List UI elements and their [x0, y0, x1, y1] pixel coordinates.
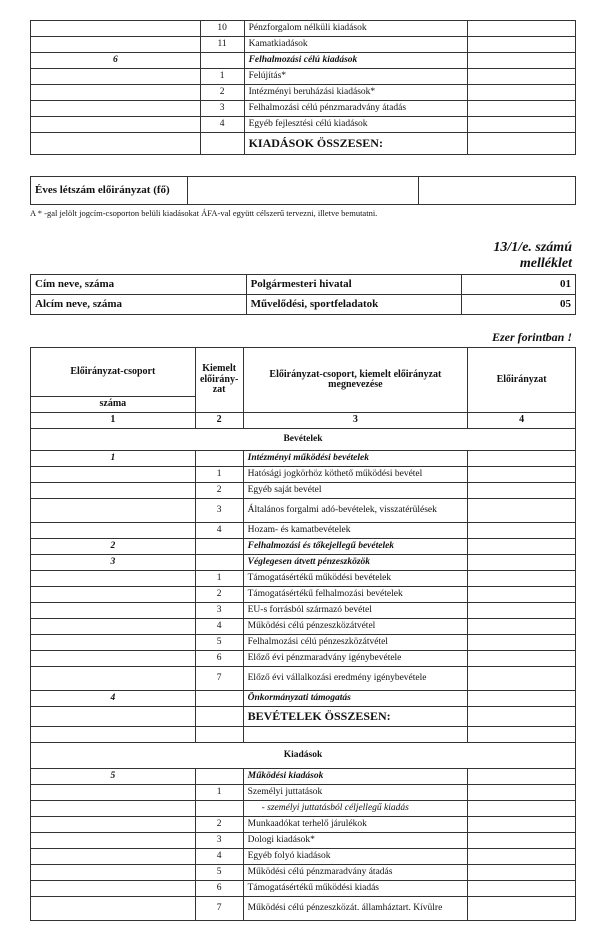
- group-number: 6: [31, 53, 201, 69]
- table-row: [31, 897, 576, 921]
- table-row: [31, 571, 576, 587]
- row-number: 7: [195, 667, 243, 691]
- empty-cell: [31, 849, 196, 865]
- table-row: [31, 865, 576, 881]
- group-label: Felhalmozási és tőkejellegű bevételek: [243, 539, 468, 555]
- row-label: Dologi kiadások*: [243, 833, 468, 849]
- szama-header: száma: [31, 397, 196, 413]
- amount-cell: [468, 587, 576, 603]
- row-label: Támogatásértékű működési kiadás: [243, 881, 468, 897]
- unit-note: Ezer forintban !: [491, 330, 572, 344]
- row-number: 2: [195, 483, 243, 499]
- table-row: [31, 53, 576, 69]
- empty-cell: [31, 785, 196, 801]
- amount-cell: [468, 619, 576, 635]
- table-row: [31, 555, 576, 571]
- empty-cell: [31, 651, 196, 667]
- empty-cell: [31, 523, 196, 539]
- table-row: [31, 101, 576, 117]
- empty-cell: [31, 571, 196, 587]
- table-row: [31, 117, 576, 133]
- table-row: [31, 539, 576, 555]
- table-row: [31, 37, 576, 53]
- empty-cell: [195, 769, 243, 785]
- amount-cell: [468, 467, 576, 483]
- amount-cell: [468, 833, 576, 849]
- empty-cell: [31, 897, 196, 921]
- row-number: 7: [195, 897, 243, 921]
- row-label: Támogatásértékű működési bevételek: [243, 571, 468, 587]
- amount-cell: [468, 849, 576, 865]
- col-number: 4: [468, 413, 576, 429]
- table-row: [31, 21, 576, 37]
- amount-cell: [468, 523, 576, 539]
- row-label: Pénzforgalom nélküli kiadások: [244, 21, 468, 37]
- amount-cell: [468, 801, 576, 817]
- cim-code: 01: [462, 275, 576, 295]
- empty-cell: [31, 833, 196, 849]
- amount-cell: [468, 865, 576, 881]
- group-label: Véglegesen átvett pénzeszközök: [243, 555, 468, 571]
- alcim-value: Művelődési, sportfeladatok: [246, 295, 462, 315]
- row-number: 3: [195, 499, 243, 523]
- amount-cell: [468, 483, 576, 499]
- amount-cell: [468, 667, 576, 691]
- budget-table: [30, 347, 576, 921]
- group-label: Önkormányzati támogatás: [243, 691, 468, 707]
- row-label: Egyéb folyó kiadások: [243, 849, 468, 865]
- row-label: Munkaadókat terhelő járulékok: [243, 817, 468, 833]
- row-label: Személyi juttatások: [243, 785, 468, 801]
- alcim-label: Alcím neve, száma: [31, 295, 247, 315]
- table-row: [31, 635, 576, 651]
- row-number: 5: [195, 865, 243, 881]
- expense-rows: [31, 769, 576, 921]
- amount-cell: [468, 635, 576, 651]
- alcim-code: 05: [462, 295, 576, 315]
- table-row: [31, 817, 576, 833]
- row-label: Kamatkiadások: [244, 37, 468, 53]
- group-number: 4: [31, 691, 196, 707]
- row-number: 2: [195, 817, 243, 833]
- headcount-label: Éves létszám előirányzat (fő): [31, 177, 188, 205]
- top-expense-table: [30, 20, 576, 155]
- table-row: [31, 603, 576, 619]
- row-label: Előző évi vállalkozási eredmény igénybevétele: [243, 667, 468, 691]
- row-number: 5: [195, 635, 243, 651]
- amount-cell: [468, 603, 576, 619]
- row-label: Hozam- és kamatbevételek: [243, 523, 468, 539]
- section-heading-row: [31, 429, 576, 451]
- empty-cell: [31, 483, 196, 499]
- empty-cell: [31, 865, 196, 881]
- table-row: [31, 691, 576, 707]
- row-label: Felújítás*: [244, 69, 468, 85]
- row-label: Felhalmozási célú pénzeszközátvétel: [243, 635, 468, 651]
- col-number: 1: [31, 413, 196, 429]
- empty-cell: [195, 691, 243, 707]
- table-row: [31, 85, 576, 101]
- footnote: A * -gal jelölt jogcím-csoporton belüli kiadásokat ÁFA-val együtt célszerű tervezni, illetve bemutatni.: [30, 208, 378, 218]
- amount-cell: [468, 571, 576, 587]
- table-row: [31, 587, 576, 603]
- row-label: - személyi juttatásból céljellegű kiadás: [243, 801, 468, 817]
- col2-header: Kiemelt előirány-zat: [195, 348, 243, 413]
- cim-value: Polgármesteri hivatal: [246, 275, 462, 295]
- annex-title: [493, 240, 572, 272]
- row-label: Egyéb saját bevétel: [243, 483, 468, 499]
- amount-cell: [468, 785, 576, 801]
- group-number: 3: [31, 555, 196, 571]
- row-number: 4: [195, 523, 243, 539]
- table-row: [31, 881, 576, 897]
- row-number: 6: [195, 881, 243, 897]
- table-row: [31, 523, 576, 539]
- revenue-heading: Bevételek: [31, 429, 576, 451]
- row-number: 6: [195, 651, 243, 667]
- empty-cell: [31, 667, 196, 691]
- table-row: [31, 467, 576, 483]
- table-row: [31, 69, 576, 85]
- row-label: Működési célú pénzmaradvány átadás: [243, 865, 468, 881]
- revenue-total-label: BEVÉTELEK ÖSSZESEN:: [243, 707, 468, 727]
- group-number: 1: [31, 451, 196, 467]
- amount-cell: [468, 691, 576, 707]
- section-heading-row: [31, 743, 576, 769]
- empty-cell: [195, 451, 243, 467]
- col1-header: Előirányzat-csoport: [31, 348, 196, 397]
- row-label: EU-s forrásból származó bevétel: [243, 603, 468, 619]
- empty-cell: [31, 603, 196, 619]
- col-number: 3: [243, 413, 468, 429]
- empty-cell: [31, 817, 196, 833]
- row-label: Működési célú pénzeszközátvétel: [243, 619, 468, 635]
- row-number: 3: [200, 101, 244, 117]
- row-number: 11: [200, 37, 244, 53]
- expenses-total-label: KIADÁSOK ÖSSZESEN:: [244, 133, 468, 155]
- headcount-table: [30, 176, 576, 205]
- empty-cell: [31, 801, 196, 817]
- row-label: Előző évi pénzmaradvány igénybevétele: [243, 651, 468, 667]
- group-label: Felhalmozási célú kiadások: [244, 53, 468, 69]
- amount-cell: [468, 451, 576, 467]
- col4-header: Előirányzat: [468, 348, 576, 413]
- annex-title-line2: melléklet: [519, 256, 572, 272]
- cim-label: Cím neve, száma: [31, 275, 247, 295]
- title-table: [30, 274, 576, 315]
- table-row: [31, 651, 576, 667]
- header-row: [31, 348, 576, 397]
- row-number: 10: [200, 21, 244, 37]
- row-label: Általános forgalmi adó-bevételek, visszatérülések: [243, 499, 468, 523]
- row-number: 3: [195, 833, 243, 849]
- table-row: [31, 451, 576, 467]
- table-row: [31, 133, 576, 155]
- empty-cell: [31, 635, 196, 651]
- row-label: Működési célú pénzeszközát. államháztart. Kívülre: [243, 897, 468, 921]
- row-label: Hatósági jogkörhöz köthető működési bevétel: [243, 467, 468, 483]
- row-label: Egyéb fejlesztési célú kiadások: [244, 117, 468, 133]
- row-number: 1: [195, 467, 243, 483]
- revenue-rows: [31, 451, 576, 707]
- row-number: 4: [195, 619, 243, 635]
- cim-row: [31, 275, 576, 295]
- table-row: [31, 667, 576, 691]
- row-label: Intézményi beruházási kiadások*: [244, 85, 468, 101]
- row-number: 2: [200, 85, 244, 101]
- amount-cell: [468, 555, 576, 571]
- col3-header: Előirányzat-csoport, kiemelt előirányzat megnevezése: [243, 348, 468, 413]
- table-row: [31, 785, 576, 801]
- empty-cell: [31, 499, 196, 523]
- group-label: Működési kiadások: [243, 769, 468, 785]
- amount-cell: [468, 897, 576, 921]
- row-number: 2: [195, 587, 243, 603]
- amount-cell: [468, 539, 576, 555]
- row-label: Felhalmozási célú pénzmaradvány átadás: [244, 101, 468, 117]
- col-number: 2: [195, 413, 243, 429]
- table-row: [31, 499, 576, 523]
- empty-cell: [195, 555, 243, 571]
- alcim-row: [31, 295, 576, 315]
- table-row: [31, 801, 576, 817]
- table-row: [31, 769, 576, 785]
- row-number: 3: [195, 603, 243, 619]
- empty-cell: [31, 881, 196, 897]
- table-row: [31, 849, 576, 865]
- table-row: [31, 727, 576, 743]
- amount-cell: [468, 769, 576, 785]
- row-number: 4: [200, 117, 244, 133]
- table-row: [31, 619, 576, 635]
- amount-cell: [468, 651, 576, 667]
- table-row: [31, 833, 576, 849]
- row-number: 4: [195, 849, 243, 865]
- amount-cell: [468, 881, 576, 897]
- empty-cell: [31, 587, 196, 603]
- annex-title-line1: 13/1/e. számú: [493, 240, 572, 255]
- row-number: [195, 801, 243, 817]
- row-number: 1: [195, 571, 243, 587]
- expense-heading: Kiadások: [31, 743, 576, 769]
- row-number: 1: [200, 69, 244, 85]
- table-row: [31, 483, 576, 499]
- column-number-row: [31, 413, 576, 429]
- group-number: 2: [31, 539, 196, 555]
- empty-cell: [31, 467, 196, 483]
- empty-cell: [195, 539, 243, 555]
- empty-cell: [31, 619, 196, 635]
- group-number: 5: [31, 769, 196, 785]
- amount-cell: [468, 817, 576, 833]
- row-label: Támogatásértékű felhalmozási bevételek: [243, 587, 468, 603]
- amount-cell: [468, 499, 576, 523]
- group-label: Intézményi működési bevételek: [243, 451, 468, 467]
- table-row: [31, 707, 576, 727]
- row-number: 1: [195, 785, 243, 801]
